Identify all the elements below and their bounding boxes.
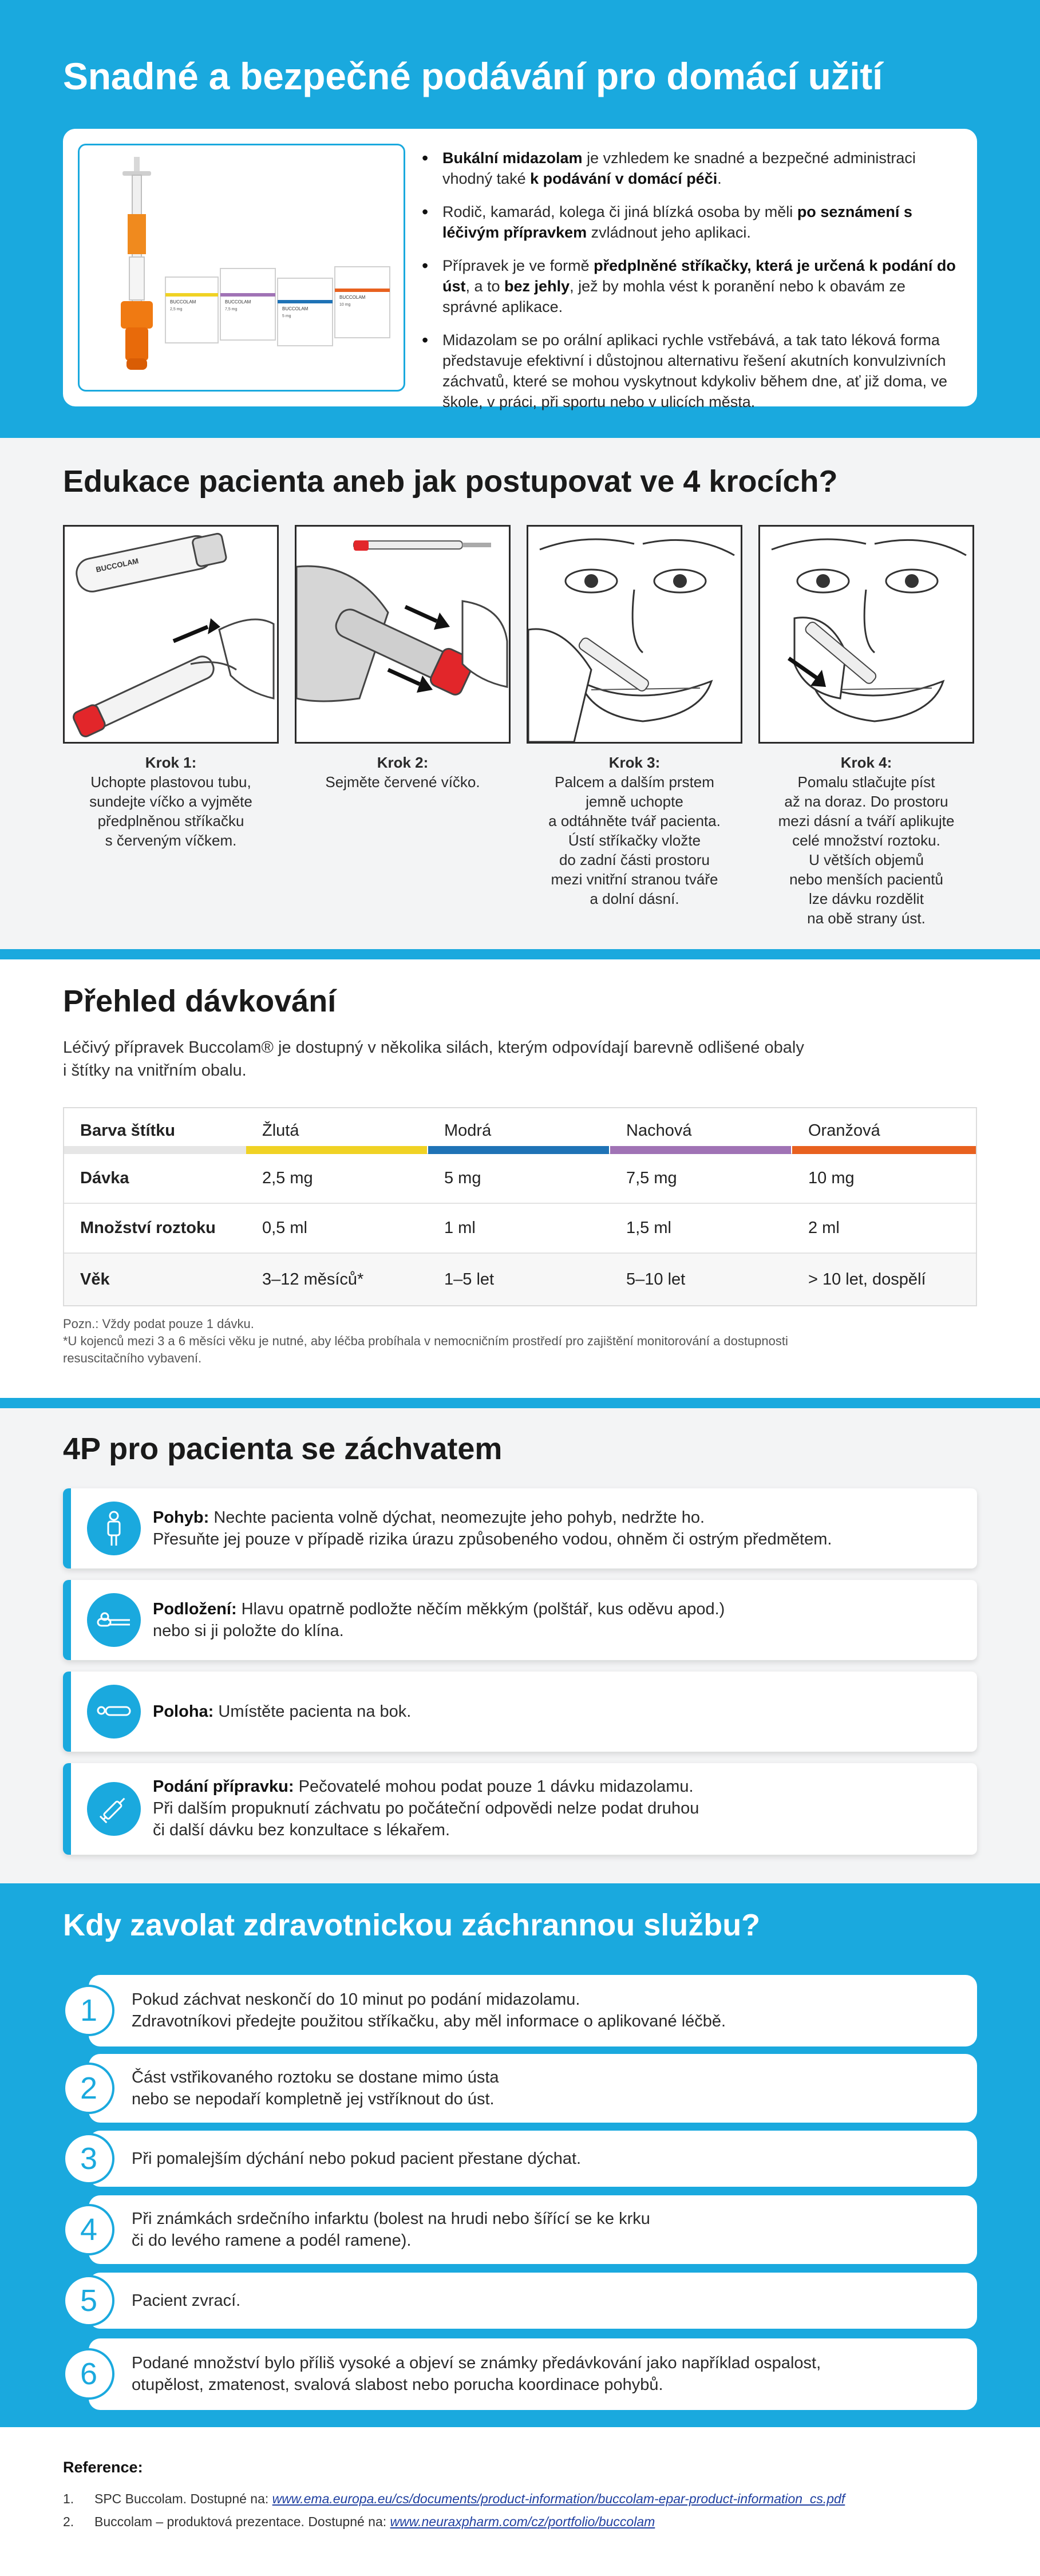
step-3-image — [527, 525, 742, 744]
dosing-table — [63, 1107, 977, 1306]
table-cell: Dávka — [80, 1169, 129, 1187]
emergency-section — [0, 1883, 1040, 2427]
number-badge: 4 — [63, 2204, 114, 2255]
fourp-text: Poloha: Umístěte pacienta na bok. — [153, 1702, 412, 1721]
svg-text:BUCCOLAM: BUCCOLAM — [225, 299, 251, 305]
svg-text:7,5 mg: 7,5 mg — [225, 307, 238, 311]
emergency-item — [80, 2273, 977, 2329]
package-orange — [335, 267, 390, 338]
emergency-text: Podané množství bylo příliš vysoké a objeví se známky předávkování jako například ospalost, otupělost, zmatenost, svalová slabost nebo porucha koordinace pohybů. — [132, 2354, 821, 2394]
hero-bullets — [421, 148, 962, 425]
emergency-text: Při pomalejším dýchání nebo pokud pacient přestane dýchat. — [132, 2150, 582, 2168]
emergency-item — [80, 2131, 977, 2187]
references-title: Reference: — [63, 2459, 143, 2476]
emergency-text: Část vstřikovaného roztoku se dostane mimo ústa nebo se nepodaří kompletně jej vstříknout do úst. — [132, 2068, 499, 2108]
fourp-card-podlozeni — [63, 1580, 977, 1660]
dosing-intro: Léčivý přípravek Buccolam® je dostupný v několika silách, kterým odpovídají barevně odlišené obaly i štítky na vnitřním obalu. — [63, 1038, 804, 1080]
table-header-cell: Barva štítku — [80, 1121, 176, 1140]
table-header-cell: Oranžová — [808, 1121, 880, 1140]
hero-section — [0, 0, 1040, 438]
label-color-stripe-yellow — [246, 1146, 427, 1154]
hero-card — [63, 129, 977, 410]
number-badge: 3 — [63, 2133, 114, 2184]
svg-text:BUCCOLAM: BUCCOLAM — [282, 306, 309, 311]
reference-link[interactable]: www.neuraxpharm.com/cz/portfolio/buccolam — [390, 2514, 655, 2529]
fourp-card-podani — [63, 1763, 977, 1855]
person-standing-icon — [87, 1502, 141, 1555]
fourp-title: 4P pro pacienta se záchvatem — [63, 1432, 503, 1466]
emergency-text: Při známkách srdečního infarktu (bolest na hrudi nebo šířící se ke krku či do levého ramene a podél ramene). — [132, 2210, 650, 2250]
reference-item: 2. Buccolam – produktová prezentace. Dostupné na: www.neuraxpharm.com/cz/portfolio/buccolam — [63, 2514, 655, 2529]
svg-text:BUCCOLAM: BUCCOLAM — [170, 299, 196, 305]
fourp-card-poloha — [63, 1672, 977, 1752]
product-image — [78, 144, 405, 392]
emergency-text: Pokud záchvat neskončí do 10 minut po podání midazolamu. Zdravotníkovi předejte použitou stříkačku, aby měl informace o aplikované léčbě. — [132, 1990, 726, 2030]
number-badge: 5 — [63, 2275, 114, 2326]
package-yellow — [165, 277, 218, 343]
fourp-text: Podání přípravku: Pečovatelé mohou podat pouze 1 dávku midazolamu. Při dalším propuknutí záchvatu po počáteční odpovědi nelze podat druhou či další dávku bez konzultace s lékařem. — [153, 1777, 699, 1839]
table-cell: 10 mg — [808, 1169, 855, 1187]
table-cell: > 10 let, dospělí — [808, 1270, 926, 1289]
table-cell: 5 mg — [444, 1169, 481, 1187]
package-blue — [278, 278, 333, 346]
table-cell: Množství roztoku — [80, 1219, 216, 1237]
section-divider — [0, 1398, 1040, 1408]
dosing-section — [0, 959, 1040, 1398]
svg-text:5 mg: 5 mg — [282, 314, 291, 318]
table-cell: 0,5 ml — [262, 1219, 307, 1237]
table-cell: 3–12 měsíců* — [262, 1270, 364, 1289]
step-2-caption: Krok 2: Sejměte červené víčko. — [325, 754, 480, 791]
hero-bullet: • Rodič, kamarád, kolega či jiná blízká osoba by měli po seznámení s léčivým přípravkem zvládnout jeho aplikaci. — [421, 202, 962, 243]
emergency-item — [80, 2195, 977, 2264]
number-badge: 2 — [63, 2063, 114, 2114]
step-3-caption: Krok 3: Palcem a dalším prstem jemně uchopte a odtáhněte tvář pacienta. Ústí stříkačky vložte do zadní části prostoru mezi vnitřní stranou tváře a dolní dásní. — [548, 754, 721, 907]
number-badge: 6 — [63, 2348, 114, 2400]
fourp-section — [0, 1408, 1040, 1883]
hero-bullet: • Midazolam se po orální aplikaci rychle vstřebává, a tak tato léková forma představuje efektivní i důstojnou alternativu řešení akutních konvulzivních záchvatů, které se mohou vyskytnout kdykoliv během dne, ať již doma, ve škole, v práci, při sportu nebo v ulicích města. — [421, 330, 962, 412]
table-cell: 1–5 let — [444, 1270, 495, 1289]
fourp-text: Pohyb: Nechte pacienta volně dýchat, neomezujte jeho pohyb, nedržte ho. Přesuňte jej pouze v případě rizika úrazu způsobeného vodou, ohněm či ostrým předmětem. — [153, 1508, 832, 1548]
emergency-item — [80, 2054, 977, 2123]
fourp-card-pohyb — [63, 1488, 977, 1568]
buccolam-product-illustration — [80, 145, 404, 390]
table-cell: 1,5 ml — [626, 1219, 671, 1237]
steps-section — [0, 438, 1040, 949]
emergency-text: Pacient zvrací. — [132, 2291, 241, 2310]
emergency-item — [80, 1975, 977, 2046]
label-color-stripe-none — [64, 1146, 246, 1154]
table-cell: 2,5 mg — [262, 1169, 313, 1187]
table-cell: 7,5 mg — [626, 1169, 677, 1187]
label-color-stripe-orange — [792, 1146, 976, 1154]
table-cell: 1 ml — [444, 1219, 476, 1237]
step-1-image — [63, 525, 279, 744]
table-header-cell: Žlutá — [262, 1121, 299, 1140]
step-4-caption: Krok 4: Pomalu stlačujte píst až na doraz. Do prostoru mezi dásní a tváří aplikujte celé množství roztoku. U větších objemů nebo menších pacientů lze dávku rozdělit na obě strany úst. — [778, 754, 955, 927]
table-row — [64, 1204, 976, 1254]
section-divider — [0, 949, 1040, 959]
package-purple — [220, 268, 275, 340]
dosing-title: Přehled dávkování — [63, 984, 337, 1018]
reference-link[interactable]: www.ema.europa.eu/cs/documents/product-information/buccolam-epar-product-information_cs.pdf — [272, 2491, 845, 2506]
references-section — [0, 2427, 1040, 2576]
table-header-cell: Modrá — [444, 1121, 492, 1140]
table-row — [64, 1154, 976, 1204]
table-cell: 2 ml — [808, 1219, 840, 1237]
hero-title: Snadné a bezpečné podávání pro domácí užití — [63, 55, 883, 97]
reference-item: 1. SPC Buccolam. Dostupné na: www.ema.europa.eu/cs/documents/product-information/buccolam-epar-product-information_cs.pdf — [63, 2491, 845, 2506]
table-header-row — [64, 1108, 976, 1154]
hero-bullet: • Bukální midazolam je vzhledem ke snadné a bezpečné administraci vhodný také k podávání v domácí péči. — [421, 148, 962, 189]
table-row — [64, 1254, 976, 1305]
emergency-item — [80, 2338, 977, 2410]
hero-bullet: • Přípravek je ve formě předplněné stříkačky, která je určená k podání do úst, a to bez jehly, jež by mohla vést k poranění nebo k obavám ze správné aplikace. — [421, 255, 962, 317]
svg-text:BUCCOLAM: BUCCOLAM — [95, 556, 140, 574]
table-header-cell: Nachová — [626, 1121, 692, 1140]
number-badge: 1 — [63, 1985, 114, 2036]
step-1-caption: Krok 1: Uchopte plastovou tubu, sundejte víčko a vyjměte předplněnou stříkačku s červeným víčkem. — [89, 754, 252, 849]
svg-text:10 mg: 10 mg — [339, 303, 351, 307]
steps-title: Edukace pacienta aneb jak postupovat ve 4 krocích? — [63, 464, 838, 499]
table-cell: Věk — [80, 1270, 110, 1289]
step-2-image — [295, 525, 511, 744]
pillow-head-icon — [87, 1593, 141, 1647]
emergency-title: Kdy zavolat zdravotnickou záchrannou službu? — [63, 1908, 761, 1942]
svg-text:BUCCOLAM: BUCCOLAM — [339, 295, 366, 300]
label-color-stripe-purple — [610, 1146, 791, 1154]
fourp-text: Podložení: Hlavu opatrně podložte něčím měkkým (polštář, kus oděvu apod.) nebo si ji položte do klína. — [153, 1600, 725, 1640]
table-cell: 5–10 let — [626, 1270, 686, 1289]
lying-person-icon — [87, 1685, 141, 1739]
label-color-stripe-blue — [428, 1146, 609, 1154]
step-4-image — [758, 525, 974, 744]
dosing-note: Pozn.: Vždy podat pouze 1 dávku. *U kojenců mezi 3 a 6 měsíci věku je nutné, aby léčba probíhala v nemocničním prostředí pro zajištění monitorování a dostupnosti resuscitačního vybavení. — [63, 1317, 788, 1365]
syringe-icon — [87, 1782, 141, 1836]
svg-text:2,5 mg: 2,5 mg — [170, 307, 183, 311]
